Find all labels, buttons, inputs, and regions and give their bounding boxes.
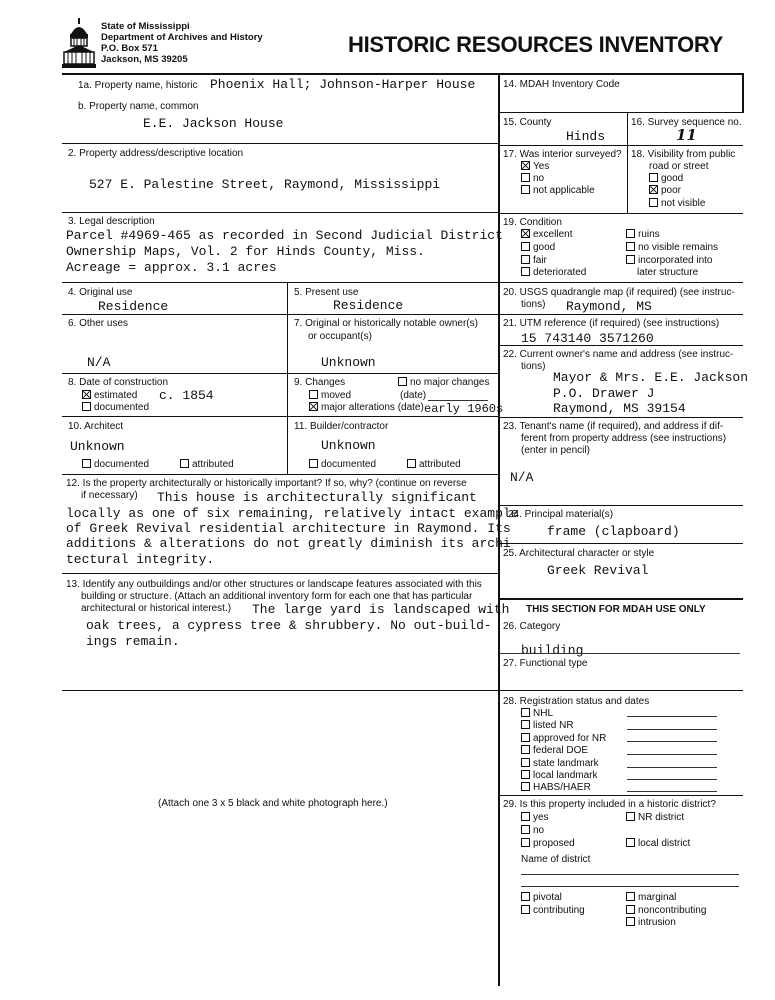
builder-attributed-checkbox[interactable]: attributed [407,459,461,471]
estimated-checkbox[interactable]: estimated [82,390,137,402]
field-18-label: road or street [649,161,709,172]
condition-incorporated-checkbox[interactable]: incorporated into [626,255,713,267]
field-28-label: 28. Registration status and dates [503,696,650,707]
interior-yes-checkbox[interactable]: Yes [521,161,549,173]
field-18-label: 18. Visibility from public [631,149,736,160]
checkbox-icon [521,720,530,729]
field-11-value[interactable]: Unknown [321,438,376,453]
checkbox-icon [309,459,318,468]
field-15-value[interactable]: Hinds [566,129,606,144]
agency-block [101,21,263,65]
field-13-label: architectural or historical interest.) [81,603,232,614]
checkbox-checked-icon [82,390,91,399]
interior-na-checkbox[interactable]: not applicable [521,185,595,197]
field-25-label: 25. Architectural character or style [503,548,655,559]
field-1b-label: b. Property name, common [78,101,199,112]
visibility-good-checkbox[interactable]: good [649,173,683,185]
local-landmark-checkbox[interactable]: local landmark [521,770,597,782]
checkbox-icon [649,198,658,207]
checkbox-icon [626,892,635,901]
checkbox-checked-icon [521,229,530,238]
field-3-line[interactable]: Acreage = approx. 3.1 acres [66,260,277,275]
checkbox-icon [626,255,635,264]
condition-no-remains-checkbox[interactable]: no visible remains [626,242,718,254]
nr-district-checkbox[interactable]: NR district [626,812,684,824]
checkbox-icon [521,242,530,251]
checkbox-icon [521,708,530,717]
pivotal-checkbox[interactable]: pivotal [521,892,562,904]
listed-nr-checkbox[interactable]: listed NR [521,720,574,732]
habs-haer-checkbox[interactable]: HABS/HAER [521,782,591,794]
district-proposed-checkbox[interactable]: proposed [521,838,575,850]
field-12-line[interactable]: of Greek Revival residential architecture in Raymond. Its [66,521,511,536]
field-23-label: 23. Tenant's name (if required), and address if dif- [503,421,724,432]
field-13-label: 13. Identify any outbuildings and/or other structures or landscape features associated with this [66,579,482,590]
capitol-seal-icon [62,18,96,70]
photo-note: (Attach one 3 x 5 black and white photograph here.) [158,798,388,809]
field-12-label: 12. Is the property architecturally or historically important? If so, why? (continue on reverse [66,478,467,489]
field-7-value[interactable]: Unknown [321,355,376,370]
field-10-value[interactable]: Unknown [70,439,125,454]
field-12-line[interactable]: locally as one of six remaining, relatively intact example [66,506,519,521]
field-5-label: 5. Present use [294,287,359,298]
major-alterations-checkbox[interactable]: major alterations (date) [309,402,424,414]
district-no-checkbox[interactable]: no [521,825,544,837]
builder-documented-checkbox[interactable]: documented [309,459,376,471]
approved-nr-checkbox[interactable]: approved for NR [521,733,606,745]
field-8-value[interactable]: c. 1854 [159,388,214,403]
architect-documented-checkbox[interactable]: documented [82,459,149,471]
field-20-label: tions) [521,299,546,310]
checkbox-icon [521,905,530,914]
checkbox-icon [626,812,635,821]
checkbox-icon [521,758,530,767]
field-12-line[interactable]: additions & alterations do not greatly diminish its archi- [66,536,519,551]
field-9-value[interactable]: early 1960s [424,402,504,416]
field-22-line[interactable]: Raymond, MS 39154 [553,401,686,416]
agency-line: State of Mississippi [101,21,190,32]
architect-attributed-checkbox[interactable]: attributed [180,459,234,471]
field-12-line[interactable]: tectural integrity. [66,552,215,567]
checkbox-icon [309,390,318,399]
agency-line: P.O. Box 571 [101,43,158,54]
field-26-label: 26. Category [503,621,561,632]
field-22-label: tions) [521,361,546,372]
field-24-value[interactable]: frame (clapboard) [547,524,680,539]
checkbox-icon [521,255,530,264]
checkbox-icon [180,459,189,468]
field-8-label: 8. Date of construction [68,377,169,388]
checkbox-icon [398,377,407,386]
field-21-label: 21. UTM reference (if required) (see instructions) [503,318,720,329]
field-5-value[interactable]: Residence [333,298,404,313]
no-major-changes-checkbox[interactable]: no major changes [398,377,490,389]
checkbox-icon [626,229,635,238]
mdah-section-header: THIS SECTION FOR MDAH USE ONLY [526,604,706,615]
checkbox-icon [82,402,91,411]
moved-checkbox[interactable]: moved [309,390,351,402]
condition-excellent-checkbox[interactable]: excellent [521,229,572,241]
field-14-label: 14. MDAH Inventory Code [503,79,620,90]
field-26-value[interactable]: building [521,643,584,658]
checkbox-checked-icon [649,185,658,194]
documented-checkbox[interactable]: documented [82,402,149,414]
checkbox-icon [521,838,530,847]
field-10-label: 10. Architect [68,421,124,432]
agency-line: Jackson, MS 39205 [101,54,188,65]
agency-line: Department of Archives and History [101,32,263,43]
field-11-label: 11. Builder/contractor [294,421,389,432]
checkbox-icon [521,185,530,194]
local-district-checkbox[interactable]: local district [626,838,690,850]
checkbox-icon [521,770,530,779]
field-9-label: 9. Changes [294,377,346,388]
field-3-line[interactable]: Ownership Maps, Vol. 2 for Hinds County, Miss. [66,244,425,259]
field-13-label: building or structure. (Attach an additional inventory form for each one that has particular [81,591,473,602]
field-2-value[interactable]: 527 E. Palestine Street, Raymond, Mississippi [89,177,441,192]
field-12-line[interactable]: This house is architecturally significant [157,490,477,505]
checkbox-icon [521,812,530,821]
field-12-label: if necessary) [81,490,138,501]
condition-good-checkbox[interactable]: good [521,242,555,254]
marginal-checkbox[interactable]: marginal [626,892,676,904]
field-16-label: 16. Survey sequence no. [631,117,742,128]
field-17-label: 17. Was interior surveyed? [503,149,622,160]
checkbox-icon [649,173,658,182]
checkbox-icon [626,905,635,914]
checkbox-icon [521,825,530,834]
field-3-label: 3. Legal description [68,216,155,227]
noncontributing-checkbox[interactable]: noncontributing [626,905,706,917]
field-1a-value[interactable]: Phoenix Hall; Johnson-Harper House [210,77,476,92]
contributing-checkbox[interactable]: contributing [521,905,585,917]
field-2-label: 2. Property address/descriptive location [68,148,244,159]
field-4-label: 4. Original use [68,287,133,298]
field-21-value[interactable]: 15 743140 3571260 [521,331,654,346]
checkbox-icon [521,782,530,791]
checkbox-icon [521,173,530,182]
field-16-value[interactable]: 11 [676,126,697,144]
field-29-label: 29. Is this property included in a historic district? [503,799,716,810]
field-23-label: (enter in pencil) [521,445,590,456]
checkbox-icon [626,838,635,847]
nhl-checkbox[interactable]: NHL [521,708,553,720]
field-13-line[interactable]: ings remain. [86,634,180,649]
field-19-label: 19. Condition [503,217,562,228]
intrusion-checkbox[interactable]: intrusion [626,917,676,929]
form-title: HISTORIC RESOURCES INVENTORY [348,32,724,57]
field-22-line[interactable]: P.O. Drawer J [553,386,655,401]
field-27-label: 27. Functional type [503,658,588,669]
field-3-line[interactable]: Parcel #4969-465 as recorded in Second Judicial District [66,228,503,243]
district-yes-checkbox[interactable]: yes [521,812,549,824]
checkbox-icon [626,917,635,926]
state-landmark-checkbox[interactable]: state landmark [521,758,599,770]
field-1b-value[interactable]: E.E. Jackson House [143,116,284,131]
field-22-label: 22. Current owner's name and address (see instruc- [503,349,734,360]
field-7-label: or occupant(s) [308,331,372,342]
checkbox-icon [521,745,530,754]
field-1a-label: 1a. Property name, historic [78,80,198,91]
visibility-poor-checkbox[interactable]: poor [649,185,681,197]
checkbox-icon [626,242,635,251]
field-25-value[interactable]: Greek Revival [547,563,649,578]
federal-doe-checkbox[interactable]: federal DOE [521,745,588,757]
condition-ruins-checkbox[interactable]: ruins [626,229,660,241]
field-22-line[interactable]: Mayor & Mrs. E.E. Jackson [553,370,749,385]
checkbox-checked-icon [309,402,318,411]
field-15-label: 15. County [503,117,552,128]
field-6-value[interactable]: N/A [87,355,111,370]
field-20-label: 20. USGS quadrangle map (if required) (see instruc- [503,287,735,298]
checkbox-icon [82,459,91,468]
condition-incorporated-label: later structure [637,267,699,278]
interior-no-checkbox[interactable]: no [521,173,544,185]
condition-deteriorated-checkbox[interactable]: deteriorated [521,267,586,279]
field-13-line[interactable]: oak trees, a cypress tree & shrubbery. No out-build- [86,618,492,633]
moved-date-label: (date) [400,390,427,401]
field-7-label: 7. Original or historically notable owner(s) [294,318,478,329]
field-23-label: ferent from property address (see instructions) [521,433,727,444]
checkbox-icon [521,267,530,276]
field-6-label: 6. Other uses [68,318,129,329]
field-13-line[interactable]: The large yard is landscaped with [252,602,510,617]
district-name-label: Name of district [521,854,591,865]
field-20-value[interactable]: Raymond, MS [566,299,652,314]
checkbox-icon [521,892,530,901]
field-23-value[interactable]: N/A [510,470,534,485]
visibility-none-checkbox[interactable]: not visible [649,198,705,210]
field-24-label: 24. Principal material(s) [508,509,614,520]
condition-fair-checkbox[interactable]: fair [521,255,547,267]
checkbox-icon [521,733,530,742]
checkbox-icon [407,459,416,468]
field-4-value[interactable]: Residence [98,299,169,314]
checkbox-checked-icon [521,161,530,170]
